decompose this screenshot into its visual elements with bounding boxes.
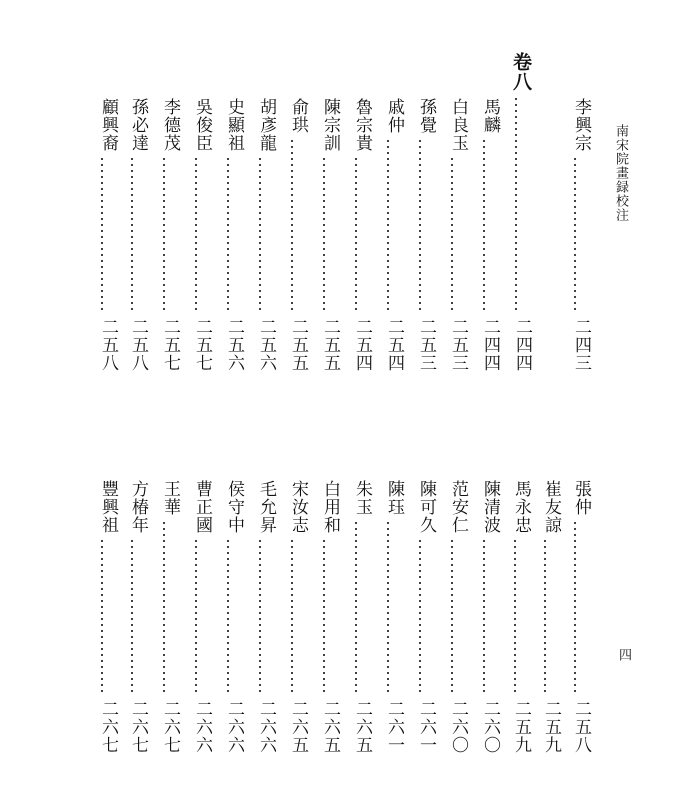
toc-entry-name: 豐興祖 [98,480,118,534]
toc-chapter-heading [502,52,530,378]
toc-dot-leader [354,156,358,312]
toc-entry [88,480,116,760]
toc-entry-name: 史顯祖 [224,98,244,152]
toc-page-number: 二六七 [160,700,180,754]
toc-page-number: 二六七 [128,700,148,754]
toc-page-number: 二五七 [192,318,212,372]
toc-entry-name: 戚仲 [384,98,404,134]
toc-page-number: 二四四 [512,318,532,372]
toc-dot-leader [573,520,577,694]
toc-dot-leader [258,538,262,694]
toc-entry-name: 曹正國 [192,480,212,534]
toc-entry [310,480,338,760]
toc-page-number: 二六〇 [480,700,500,754]
toc-dot-leader [418,538,422,694]
toc-entry [118,98,146,378]
toc-dot-leader [162,520,166,694]
toc-dot-leader [543,538,547,694]
toc-dot-leader [130,156,134,312]
toc-entry [118,480,146,760]
toc-page-number: 二六五 [352,700,372,754]
toc-entry-name: 魯宗貴 [352,98,372,152]
toc-entry [246,98,274,378]
toc-entry [561,98,589,378]
toc-entry-name: 張仲 [571,480,591,516]
toc-page-number: 二五五 [320,318,340,372]
toc-entry-name: 陳可久 [416,480,436,534]
toc-dot-leader [354,520,358,694]
toc-dot-leader [513,538,517,694]
toc-entry-name: 馬麟 [480,98,500,134]
toc-page-number: 二五九 [541,700,561,754]
toc-dot-leader [290,138,294,312]
toc-page-number: 二五三 [448,318,468,372]
toc-page-number: 二六六 [224,700,244,754]
toc-page-number: 二六六 [256,700,276,754]
toc-dot-leader [290,538,294,694]
toc-entry-name: 陳清波 [480,480,500,534]
toc-entry [470,480,498,760]
toc-entry-name: 顧興裔 [98,98,118,152]
toc-dot-leader [450,538,454,694]
toc-dot-leader [130,538,134,694]
toc-entry [246,480,274,760]
toc-entry-name: 孫必達 [128,98,148,152]
toc-entry [150,98,178,378]
toc-dot-leader [258,156,262,312]
toc-entry [501,480,529,760]
toc-entry-name: 毛允昇 [256,480,276,534]
toc-entry [561,480,589,760]
toc-entry [88,98,116,378]
toc-entry-name: 李德茂 [160,98,180,152]
toc-page-number: 二六五 [320,700,340,754]
toc-page-number: 二六一 [384,700,404,754]
toc-entry [470,98,498,378]
toc-dot-leader [450,156,454,312]
toc-entry [182,480,210,760]
toc-page-number: 二五八 [128,318,148,372]
page-number: 四 [616,648,631,661]
toc-entry [214,98,242,378]
toc-dot-leader [100,156,104,312]
toc-entry-name: 李興宗 [571,98,591,152]
toc-entry [406,98,434,378]
toc-entry-name: 孫覺 [416,98,436,134]
toc-entry-name: 范安仁 [448,480,468,534]
toc-page-number: 二四三 [571,318,591,372]
toc-entry-name: 王華 [160,480,180,516]
toc-entry [438,98,466,378]
toc-page-number: 二五六 [256,318,276,372]
running-head: 南宋院畫録校注 [613,124,628,222]
toc-dot-leader [322,538,326,694]
toc-entry-name: 白用和 [320,480,340,534]
toc-entry-name: 方椿年 [128,480,148,534]
toc-entry-name: 胡彥龍 [256,98,276,152]
toc-entry [374,98,402,378]
toc-entry-name: 宋汝志 [288,480,308,534]
toc-page-number: 二五六 [224,318,244,372]
toc-entry-name: 陳珏 [384,480,404,516]
toc-dot-leader [100,538,104,694]
toc-dot-leader [322,156,326,312]
toc-dot-leader [386,520,390,694]
toc-entry [278,98,306,378]
toc-entry-name: 馬永忠 [511,480,531,534]
toc-page-number: 二六五 [288,700,308,754]
toc-entry [150,480,178,760]
toc-page-number: 二四四 [480,318,500,372]
toc-dot-leader [162,156,166,312]
toc-page-number: 二六〇 [448,700,468,754]
toc-entry-name: 陳宗訓 [320,98,340,152]
toc-page-number: 二六六 [192,700,212,754]
toc-page-number: 二五四 [384,318,404,372]
toc-entry-name: 卷八 [510,52,532,92]
toc-entry-name: 朱玉 [352,480,372,516]
toc-dot-leader [514,96,518,312]
toc-dot-leader [482,538,486,694]
toc-entry [406,480,434,760]
toc-page-number: 二五八 [571,700,591,754]
toc-entry-name: 侯守中 [224,480,244,534]
toc-dot-leader [386,138,390,312]
toc-entry [342,98,370,378]
toc-entry [182,98,210,378]
toc-entry-name: 崔友諒 [541,480,561,534]
toc-dot-leader [194,538,198,694]
toc-entry [310,98,338,378]
toc-page-number: 二五五 [288,318,308,372]
toc-page-number: 二五三 [416,318,436,372]
toc-page-number: 二五九 [511,700,531,754]
toc-page-number: 二五四 [352,318,372,372]
toc-dot-leader [482,138,486,312]
toc-page-number: 二六七 [98,700,118,754]
toc-dot-leader [226,538,230,694]
toc-page-number: 二六一 [416,700,436,754]
toc-entry [214,480,242,760]
toc-entry-name: 吳俊臣 [192,98,212,152]
toc-dot-leader [418,138,422,312]
toc-entry [342,480,370,760]
toc-dot-leader [226,156,230,312]
toc-dot-leader [573,156,577,312]
toc-entry-name: 白良玉 [448,98,468,152]
toc-entry [374,480,402,760]
toc-entry [531,480,559,760]
toc-entry [438,480,466,760]
toc-page-number: 二五八 [98,318,118,372]
toc-entry [278,480,306,760]
toc-page-number: 二五七 [160,318,180,372]
toc-dot-leader [194,156,198,312]
toc-entry-name: 俞珙 [288,98,308,134]
